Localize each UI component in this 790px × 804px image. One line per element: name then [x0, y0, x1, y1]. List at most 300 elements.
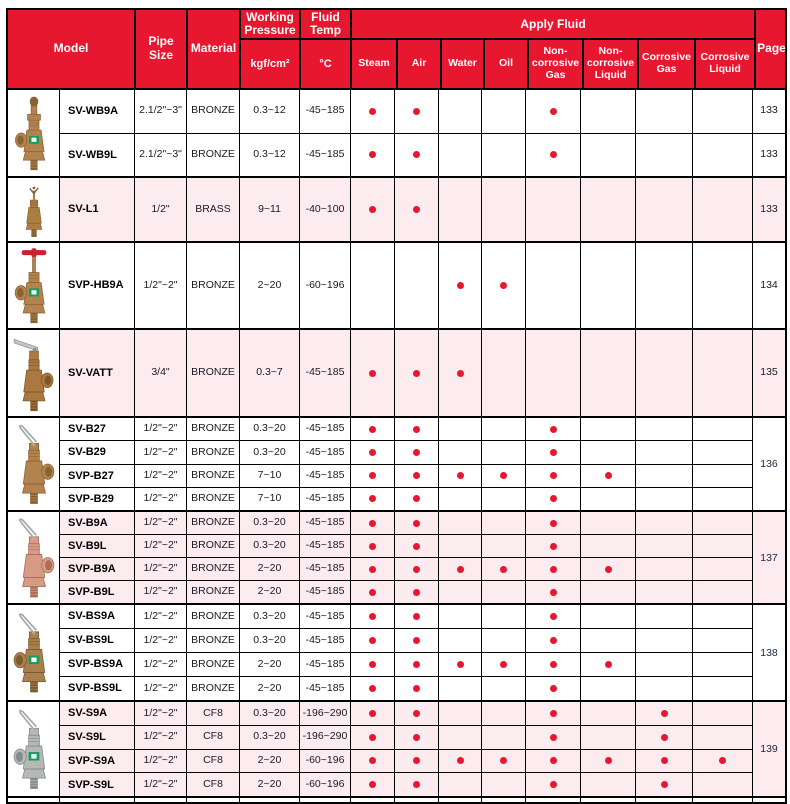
apply-fluid-dot: [413, 449, 420, 456]
fluid-temp-value: -196~290: [299, 702, 350, 725]
working-pressure-value: 0.3~20: [239, 418, 299, 440]
product-section: [8, 416, 785, 510]
model-name: SVP-BS9A: [59, 653, 134, 676]
table-row: [59, 330, 785, 416]
pop-valve-brass-photo: [8, 178, 59, 241]
table-row: [59, 440, 752, 463]
product-section: [8, 700, 785, 796]
angle-valve-bronze-photo: [8, 90, 59, 176]
pipe-size-value: 1/2"~2": [134, 702, 186, 725]
material-value: BRASS: [186, 178, 239, 241]
page-number: 137: [752, 512, 785, 603]
material-value: BRONZE: [186, 418, 239, 440]
pipe-size-value: 1/2": [134, 178, 186, 241]
apply-fluid-dot: [550, 781, 557, 788]
apply-fluid-dot: [457, 370, 464, 377]
apply-fluid-cell-steam: [350, 750, 394, 773]
apply-fluid-cell-non-corrosive-liquid: [580, 773, 635, 796]
cutoff-cell: [134, 798, 186, 802]
apply-fluid-cell-air: [394, 178, 438, 241]
pipe-size-value: 2.1/2"~3": [134, 134, 186, 177]
apply-fluid-cell-non-corrosive-liquid: [580, 629, 635, 652]
apply-fluid-cell-corrosive-liquid: [692, 488, 752, 510]
section-rows: [59, 512, 752, 603]
pipe-size-value: 1/2"~2": [134, 418, 186, 440]
apply-fluid-cell-steam: [350, 558, 394, 580]
pipe-size-value: 1/2"~2": [134, 581, 186, 603]
apply-fluid-cell-corrosive-liquid: [692, 605, 752, 628]
apply-fluid-cell-water: [438, 558, 481, 580]
apply-fluid-cell-non-corrosive-liquid: [580, 535, 635, 557]
apply-fluid-cell-oil: [481, 558, 525, 580]
table-row: [59, 512, 752, 534]
apply-fluid-cell-steam: [350, 581, 394, 603]
apply-fluid-cell-water: [438, 750, 481, 773]
apply-fluid-cell-air: [394, 418, 438, 440]
cutoff-cell: [481, 798, 525, 802]
header-fluid-corrosive-liquid: Corrosive Liquid: [694, 40, 754, 88]
header-fluid-air: Air: [396, 40, 440, 88]
apply-fluid-dot: [413, 520, 420, 527]
pipe-size-value: 1/2"~2": [134, 465, 186, 487]
model-name: SVP-B27: [59, 465, 134, 487]
table-row: [59, 133, 785, 177]
apply-fluid-cell-non-corrosive-gas: [525, 178, 580, 241]
table-row: [59, 628, 752, 652]
apply-fluid-dot: [369, 151, 376, 158]
apply-fluid-cell-steam: [350, 418, 394, 440]
apply-fluid-dot: [457, 566, 464, 573]
apply-fluid-cell-steam: [350, 330, 394, 416]
pipe-size-value: 1/2"~2": [134, 726, 186, 749]
apply-fluid-cell-non-corrosive-gas: [525, 558, 580, 580]
table-row: [59, 702, 752, 725]
apply-fluid-dot: [719, 757, 726, 764]
model-name: SV-BS9A: [59, 605, 134, 628]
fluid-temp-value: -45~185: [299, 441, 350, 463]
table-row: [59, 749, 752, 773]
header-fluid-temp: [299, 10, 350, 88]
apply-fluid-cell-air: [394, 488, 438, 510]
apply-fluid-dot: [413, 543, 420, 550]
apply-fluid-cell-air: [394, 750, 438, 773]
working-pressure-value: 7~10: [239, 488, 299, 510]
apply-fluid-cell-corrosive-gas: [635, 750, 692, 773]
valve-spec-table: [6, 8, 787, 804]
apply-fluid-cell-non-corrosive-gas: [525, 488, 580, 510]
apply-fluid-cell-air: [394, 90, 438, 133]
apply-fluid-cell-corrosive-gas: [635, 677, 692, 700]
working-pressure-value: 2~20: [239, 750, 299, 773]
fluid-temp-value: -45~185: [299, 581, 350, 603]
apply-fluid-cell-water: [438, 441, 481, 463]
model-name: SV-S9L: [59, 726, 134, 749]
apply-fluid-cell-non-corrosive-gas: [525, 90, 580, 133]
apply-fluid-dot: [369, 781, 376, 788]
apply-fluid-cell-air: [394, 726, 438, 749]
apply-fluid-cell-air: [394, 512, 438, 534]
apply-fluid-dot: [369, 613, 376, 620]
apply-fluid-cell-non-corrosive-gas: [525, 702, 580, 725]
apply-fluid-cell-air: [394, 330, 438, 416]
page-number: 133: [752, 134, 785, 177]
apply-fluid-cell-non-corrosive-liquid: [580, 558, 635, 580]
safety-valve-copper-photo: [8, 512, 59, 603]
table-header-row: [8, 10, 785, 90]
fluid-temp-value: -60~196: [299, 243, 350, 328]
apply-fluid-cell-non-corrosive-liquid: [580, 581, 635, 603]
apply-fluid-dot: [550, 589, 557, 596]
header-working-pressure-unit: kgf/cm²: [250, 57, 290, 70]
apply-fluid-dot: [500, 566, 507, 573]
pipe-size-value: 1/2"~2": [134, 677, 186, 700]
apply-fluid-cell-steam: [350, 512, 394, 534]
apply-fluid-cell-steam: [350, 629, 394, 652]
apply-fluid-dot: [457, 282, 464, 289]
working-pressure-value: 0.3~20: [239, 441, 299, 463]
material-value: BRONZE: [186, 134, 239, 177]
apply-fluid-cell-water: [438, 702, 481, 725]
apply-fluid-dot: [413, 151, 420, 158]
apply-fluid-cell-non-corrosive-liquid: [580, 243, 635, 328]
apply-fluid-cell-oil: [481, 178, 525, 241]
apply-fluid-cell-steam: [350, 441, 394, 463]
apply-fluid-cell-corrosive-gas: [635, 558, 692, 580]
pipe-size-value: 1/2"~2": [134, 535, 186, 557]
apply-fluid-dot: [550, 685, 557, 692]
material-value: BRONZE: [186, 558, 239, 580]
apply-fluid-dot: [413, 734, 420, 741]
header-fluid-non-corrosive-gas: Non-corrosive Gas: [527, 40, 582, 88]
model-name: SVP-HB9A: [59, 243, 134, 328]
apply-fluid-cell-air: [394, 773, 438, 796]
fluid-temp-value: -60~196: [299, 750, 350, 773]
table-row: [59, 487, 752, 510]
apply-fluid-dot: [369, 370, 376, 377]
apply-fluid-dot: [550, 710, 557, 717]
apply-fluid-dot: [550, 495, 557, 502]
cutoff-cell: [394, 798, 438, 802]
apply-fluid-dot: [457, 757, 464, 764]
apply-fluid-cell-corrosive-gas: [635, 773, 692, 796]
apply-fluid-dot: [369, 520, 376, 527]
apply-fluid-dot: [661, 710, 668, 717]
header-fluid-temp-unit: °C: [319, 57, 332, 70]
working-pressure-value: 2~20: [239, 653, 299, 676]
pipe-size-value: 3/4": [134, 330, 186, 416]
working-pressure-value: 2~20: [239, 773, 299, 796]
fluid-temp-value: -45~185: [299, 653, 350, 676]
apply-fluid-cell-non-corrosive-liquid: [580, 677, 635, 700]
fluid-temp-value: -45~185: [299, 535, 350, 557]
apply-fluid-cell-corrosive-liquid: [692, 558, 752, 580]
apply-fluid-cell-non-corrosive-liquid: [580, 702, 635, 725]
apply-fluid-cell-non-corrosive-liquid: [580, 750, 635, 773]
apply-fluid-dot: [661, 781, 668, 788]
apply-fluid-cell-corrosive-gas: [635, 134, 692, 177]
apply-fluid-cell-steam: [350, 134, 394, 177]
apply-fluid-cell-corrosive-gas: [635, 702, 692, 725]
lever-valve-bronze-photo: [8, 330, 59, 416]
apply-fluid-cell-corrosive-gas: [635, 512, 692, 534]
apply-fluid-cell-water: [438, 465, 481, 487]
apply-fluid-cell-corrosive-liquid: [692, 90, 752, 133]
apply-fluid-cell-water: [438, 512, 481, 534]
material-value: BRONZE: [186, 677, 239, 700]
apply-fluid-cell-non-corrosive-liquid: [580, 90, 635, 133]
pipe-size-value: 1/2"~2": [134, 773, 186, 796]
apply-fluid-cell-corrosive-liquid: [692, 418, 752, 440]
apply-fluid-cell-non-corrosive-gas: [525, 134, 580, 177]
apply-fluid-cell-water: [438, 90, 481, 133]
apply-fluid-cell-oil: [481, 605, 525, 628]
apply-fluid-cell-steam: [350, 178, 394, 241]
section-rows: [59, 330, 785, 416]
pipe-size-value: 2.1/2"~3": [134, 90, 186, 133]
material-value: BRONZE: [186, 535, 239, 557]
model-name: SVP-B29: [59, 488, 134, 510]
apply-fluid-cell-water: [438, 243, 481, 328]
page-number: 133: [752, 178, 785, 241]
table-row: [59, 90, 785, 133]
product-section: [8, 241, 785, 328]
apply-fluid-cell-corrosive-gas: [635, 629, 692, 652]
apply-fluid-cell-air: [394, 581, 438, 603]
working-pressure-value: 0.3~20: [239, 512, 299, 534]
apply-fluid-cell-corrosive-liquid: [692, 750, 752, 773]
apply-fluid-cell-oil: [481, 488, 525, 510]
apply-fluid-cell-corrosive-liquid: [692, 465, 752, 487]
model-name: SVP-S9A: [59, 750, 134, 773]
apply-fluid-cell-corrosive-liquid: [692, 330, 752, 416]
model-name: SV-WB9A: [59, 90, 134, 133]
apply-fluid-cell-corrosive-liquid: [692, 726, 752, 749]
working-pressure-value: 0.3~7: [239, 330, 299, 416]
apply-fluid-cell-non-corrosive-gas: [525, 629, 580, 652]
fluid-temp-value: -45~185: [299, 330, 350, 416]
working-pressure-value: 2~20: [239, 581, 299, 603]
cutoff-cell: [186, 798, 239, 802]
working-pressure-value: 2~20: [239, 677, 299, 700]
apply-fluid-dot: [413, 781, 420, 788]
apply-fluid-dot: [369, 637, 376, 644]
cutoff-cell: [525, 798, 580, 802]
header-fluid-columns: [352, 40, 754, 88]
apply-fluid-cell-oil: [481, 750, 525, 773]
model-name: SV-WB9L: [59, 134, 134, 177]
apply-fluid-dot: [550, 108, 557, 115]
apply-fluid-cell-air: [394, 629, 438, 652]
apply-fluid-cell-non-corrosive-gas: [525, 677, 580, 700]
table-row: [59, 464, 752, 487]
apply-fluid-dot: [457, 661, 464, 668]
apply-fluid-cell-steam: [350, 90, 394, 133]
apply-fluid-cell-oil: [481, 677, 525, 700]
apply-fluid-dot: [550, 566, 557, 573]
apply-fluid-cell-steam: [350, 773, 394, 796]
apply-fluid-dot: [413, 589, 420, 596]
page-number: 133: [752, 90, 785, 133]
apply-fluid-cell-non-corrosive-gas: [525, 441, 580, 463]
apply-fluid-cell-oil: [481, 653, 525, 676]
material-value: CF8: [186, 726, 239, 749]
apply-fluid-dot: [369, 449, 376, 456]
cutoff-cell: [692, 798, 752, 802]
table-body: [8, 90, 785, 796]
model-name: SV-VATT: [59, 330, 134, 416]
safety-valve-stainless-photo: [8, 702, 59, 796]
page-number: 139: [752, 702, 785, 796]
working-pressure-value: 7~10: [239, 465, 299, 487]
apply-fluid-cell-water: [438, 330, 481, 416]
apply-fluid-dot: [550, 520, 557, 527]
apply-fluid-dot: [369, 495, 376, 502]
apply-fluid-cell-non-corrosive-liquid: [580, 418, 635, 440]
product-section: [8, 176, 785, 241]
apply-fluid-dot: [369, 206, 376, 213]
apply-fluid-cell-steam: [350, 243, 394, 328]
apply-fluid-dot: [550, 613, 557, 620]
apply-fluid-cell-air: [394, 702, 438, 725]
header-material: Material: [186, 10, 239, 88]
apply-fluid-cell-air: [394, 535, 438, 557]
apply-fluid-dot: [605, 566, 612, 573]
apply-fluid-cell-air: [394, 441, 438, 463]
material-value: BRONZE: [186, 512, 239, 534]
table-row: [59, 557, 752, 580]
model-name: SV-B29: [59, 441, 134, 463]
apply-fluid-cell-water: [438, 581, 481, 603]
apply-fluid-cell-non-corrosive-gas: [525, 605, 580, 628]
apply-fluid-cell-corrosive-liquid: [692, 677, 752, 700]
apply-fluid-dot: [413, 206, 420, 213]
apply-fluid-cell-non-corrosive-liquid: [580, 441, 635, 463]
working-pressure-value: 0.3~20: [239, 605, 299, 628]
apply-fluid-cell-steam: [350, 677, 394, 700]
model-name: SVP-B9L: [59, 581, 134, 603]
pipe-size-value: 1/2"~2": [134, 488, 186, 510]
section-rows: [59, 418, 752, 510]
apply-fluid-cell-corrosive-gas: [635, 330, 692, 416]
table-row: [59, 418, 752, 440]
apply-fluid-cell-water: [438, 677, 481, 700]
apply-fluid-cell-corrosive-liquid: [692, 581, 752, 603]
cutoff-cell: [239, 798, 299, 802]
fluid-temp-value: -45~185: [299, 558, 350, 580]
safety-valve-bronze-photo: [8, 418, 59, 510]
apply-fluid-dot: [413, 637, 420, 644]
apply-fluid-cell-corrosive-liquid: [692, 243, 752, 328]
apply-fluid-cell-non-corrosive-gas: [525, 773, 580, 796]
apply-fluid-dot: [369, 426, 376, 433]
apply-fluid-cell-non-corrosive-gas: [525, 726, 580, 749]
apply-fluid-cell-water: [438, 178, 481, 241]
apply-fluid-dot: [413, 566, 420, 573]
apply-fluid-cell-oil: [481, 773, 525, 796]
apply-fluid-dot: [605, 757, 612, 764]
apply-fluid-cell-oil: [481, 512, 525, 534]
apply-fluid-cell-non-corrosive-gas: [525, 750, 580, 773]
fluid-temp-value: -45~185: [299, 418, 350, 440]
cutoff-cell: [580, 798, 635, 802]
header-apply-fluid-group: [350, 10, 754, 88]
material-value: CF8: [186, 750, 239, 773]
section-rows: [59, 178, 785, 241]
cutoff-cell: [752, 798, 785, 802]
pipe-size-value: 1/2"~2": [134, 441, 186, 463]
apply-fluid-cell-air: [394, 465, 438, 487]
apply-fluid-cell-corrosive-gas: [635, 178, 692, 241]
apply-fluid-cell-corrosive-liquid: [692, 653, 752, 676]
apply-fluid-cell-corrosive-gas: [635, 441, 692, 463]
table-row: [59, 178, 785, 241]
section-rows: [59, 605, 752, 700]
fluid-temp-value: -45~185: [299, 605, 350, 628]
apply-fluid-cell-corrosive-gas: [635, 605, 692, 628]
apply-fluid-cell-non-corrosive-liquid: [580, 653, 635, 676]
working-pressure-value: 2~20: [239, 243, 299, 328]
apply-fluid-cell-corrosive-gas: [635, 418, 692, 440]
table-row: [59, 676, 752, 700]
apply-fluid-cell-non-corrosive-liquid: [580, 726, 635, 749]
product-section: [8, 603, 785, 700]
apply-fluid-cell-steam: [350, 653, 394, 676]
pipe-size-value: 1/2"~2": [134, 629, 186, 652]
table-row: [59, 534, 752, 557]
safety-valve-bronze-label-photo: [8, 605, 59, 700]
header-model: Model: [53, 41, 89, 56]
working-pressure-value: 9~11: [239, 178, 299, 241]
apply-fluid-dot: [369, 472, 376, 479]
page-number: 136: [752, 418, 785, 510]
apply-fluid-dot: [413, 370, 420, 377]
apply-fluid-cell-water: [438, 726, 481, 749]
cutoff-cell: [635, 798, 692, 802]
table-row: [59, 243, 785, 328]
apply-fluid-cell-oil: [481, 702, 525, 725]
apply-fluid-dot: [369, 661, 376, 668]
fluid-temp-value: -45~185: [299, 512, 350, 534]
apply-fluid-dot: [369, 566, 376, 573]
header-pipe-size: Pipe Size: [134, 10, 186, 88]
product-section: [8, 510, 785, 603]
material-value: BRONZE: [186, 243, 239, 328]
apply-fluid-cell-corrosive-gas: [635, 465, 692, 487]
working-pressure-value: 0.3~12: [239, 134, 299, 177]
apply-fluid-cell-non-corrosive-liquid: [580, 330, 635, 416]
apply-fluid-cell-corrosive-liquid: [692, 702, 752, 725]
pipe-size-value: 1/2"~2": [134, 512, 186, 534]
header-fluid-steam: Steam: [358, 57, 390, 70]
apply-fluid-cell-corrosive-liquid: [692, 134, 752, 177]
apply-fluid-dot: [500, 757, 507, 764]
table-row: [59, 772, 752, 796]
header-fluid-oil: Oil: [483, 40, 527, 88]
apply-fluid-cell-non-corrosive-gas: [525, 653, 580, 676]
fluid-temp-value: -45~185: [299, 488, 350, 510]
fluid-temp-value: -45~185: [299, 134, 350, 177]
apply-fluid-dot: [550, 151, 557, 158]
apply-fluid-dot: [413, 613, 420, 620]
pipe-size-value: 1/2"~2": [134, 605, 186, 628]
pipe-size-value: 1/2"~2": [134, 750, 186, 773]
apply-fluid-cell-oil: [481, 629, 525, 652]
apply-fluid-cell-non-corrosive-liquid: [580, 178, 635, 241]
apply-fluid-cell-air: [394, 558, 438, 580]
apply-fluid-dot: [550, 543, 557, 550]
product-section: [8, 328, 785, 416]
apply-fluid-cell-non-corrosive-gas: [525, 535, 580, 557]
